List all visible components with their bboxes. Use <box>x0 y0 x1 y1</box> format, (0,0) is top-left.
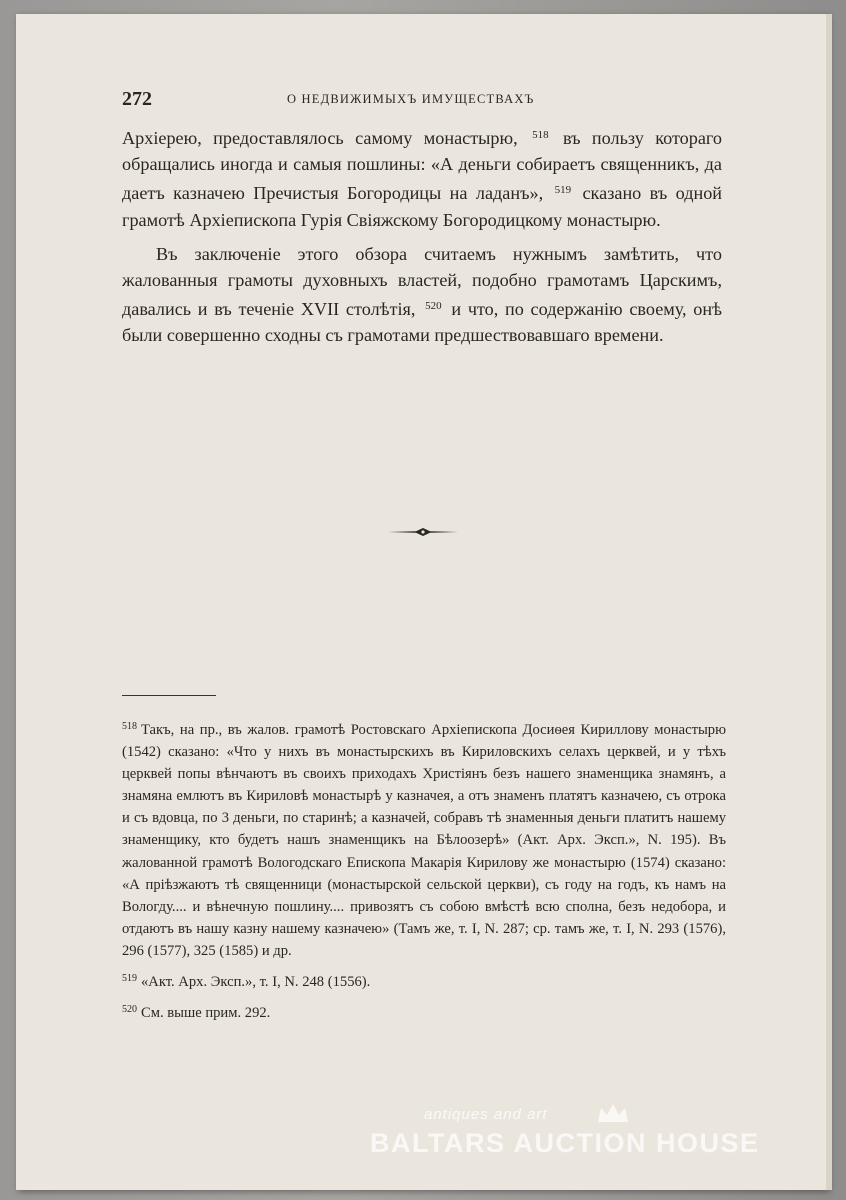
crown-icon <box>596 1102 630 1124</box>
paragraph-2 <box>122 241 722 349</box>
footnote-ref-519: 519 <box>554 184 572 197</box>
page-edge <box>826 14 832 1190</box>
section-ornament <box>386 526 460 538</box>
footnote-520 <box>122 999 726 1024</box>
footnote-number: 519 <box>122 973 137 985</box>
footnotes <box>122 716 726 1024</box>
footnote-ref-518: 518 <box>532 129 549 141</box>
footnote-number: 518 <box>122 721 137 732</box>
footnote-number: 520 <box>122 1004 137 1016</box>
running-title: О НЕДВИЖИМЫХЪ ИМУЩЕСТВАХЪ <box>287 92 535 106</box>
footnote-text: «Акт. Арх. Эксп.», т. I, N. 248 (1556). <box>141 974 371 991</box>
paragraph-2-part-b: и что, по содержанiю своему, онѣ были совершенно сходны съ грамотами предшествовавшаго времени. <box>122 299 723 346</box>
footnote-text: См. выше прим. 292. <box>141 1005 271 1022</box>
page-header <box>122 88 722 112</box>
footnote-ref-520: 520 <box>425 300 442 313</box>
paragraph-1 <box>122 122 722 233</box>
paragraph-1-part-b: въ пользу котораго обращались иногда и самыя пошлины: «А деньги собираетъ священникъ, да даетъ казначею Пречистыя Богородицы на ладанъ», <box>122 128 723 204</box>
paragraph-2-part-a: Въ заключенiе этого обзора считаемъ нужнымъ замѣтить, что жалованныя грамоты духовныхъ властей, подобно грамотамъ Царскимъ, давались и въ теченiе XVII столѣтiя, <box>122 243 722 320</box>
watermark-tagline: antiques and art <box>424 1106 548 1123</box>
footnote-text: Такъ, на пр., въ жалов. грамотѣ Ростовскаго Архiепископа Досиѳея Кириллову монастырю (1542) сказано: «Что у нихъ въ монастырскихъ въ Кириловскихъ селахъ церквей, и у тѣхъ церквей попы вѣнчаютъ въ своихъ приходахъ Христiянъ безъ нашего знаменщика знамянъ, а знамяна емлютъ въ Кириловѣ монастырѣ у казначея, а отъ знаменъ платятъ казначею, съ отрока и съ вдовца, по 3 деньги, по старинѣ; а казначей, собравъ тѣ знаменныя деньги платитъ нашему знаменщику, кто будетъ нашъ знаменщикъ на Бѣлоозерѣ» (Акт. Арх. Эксп.», N. 195). Въ жалованной грамотѣ Вологодскаго Епископа Макарiя Кирилову же монастырю (1574) сказано: «А прiѣзжаютъ тѣ священници (монастырской сельской церкви), съ году на годъ, къ намъ на Вологду.... и вѣнечную пошлину.... привозятъ съ собою вмѣстѣ всю сполна, безъ недобора, и отдаютъ въ нашу казну нашему казначею» (Тамъ же, т. I, N. 287; ср. тамъ же, т. I, N. 293 (1576), 296 (1577), 325 (1585) и др. <box>122 722 726 959</box>
main-text <box>122 122 722 349</box>
paragraph-1-part-c: сказано въ одной грамотѣ Архiепископа Гурiя Свiяжскому Богородицкому монастырю. <box>122 183 723 230</box>
footnote-divider <box>122 695 216 696</box>
auction-watermark <box>370 1106 770 1170</box>
watermark-name: BALTARS AUCTION HOUSE <box>370 1128 760 1158</box>
page-number: 272 <box>122 88 152 110</box>
paragraph-1-part-a: Архiерею, предоставлялось самому монастырю, <box>122 128 518 148</box>
footnote-518 <box>122 716 726 962</box>
footnote-519 <box>122 968 726 993</box>
